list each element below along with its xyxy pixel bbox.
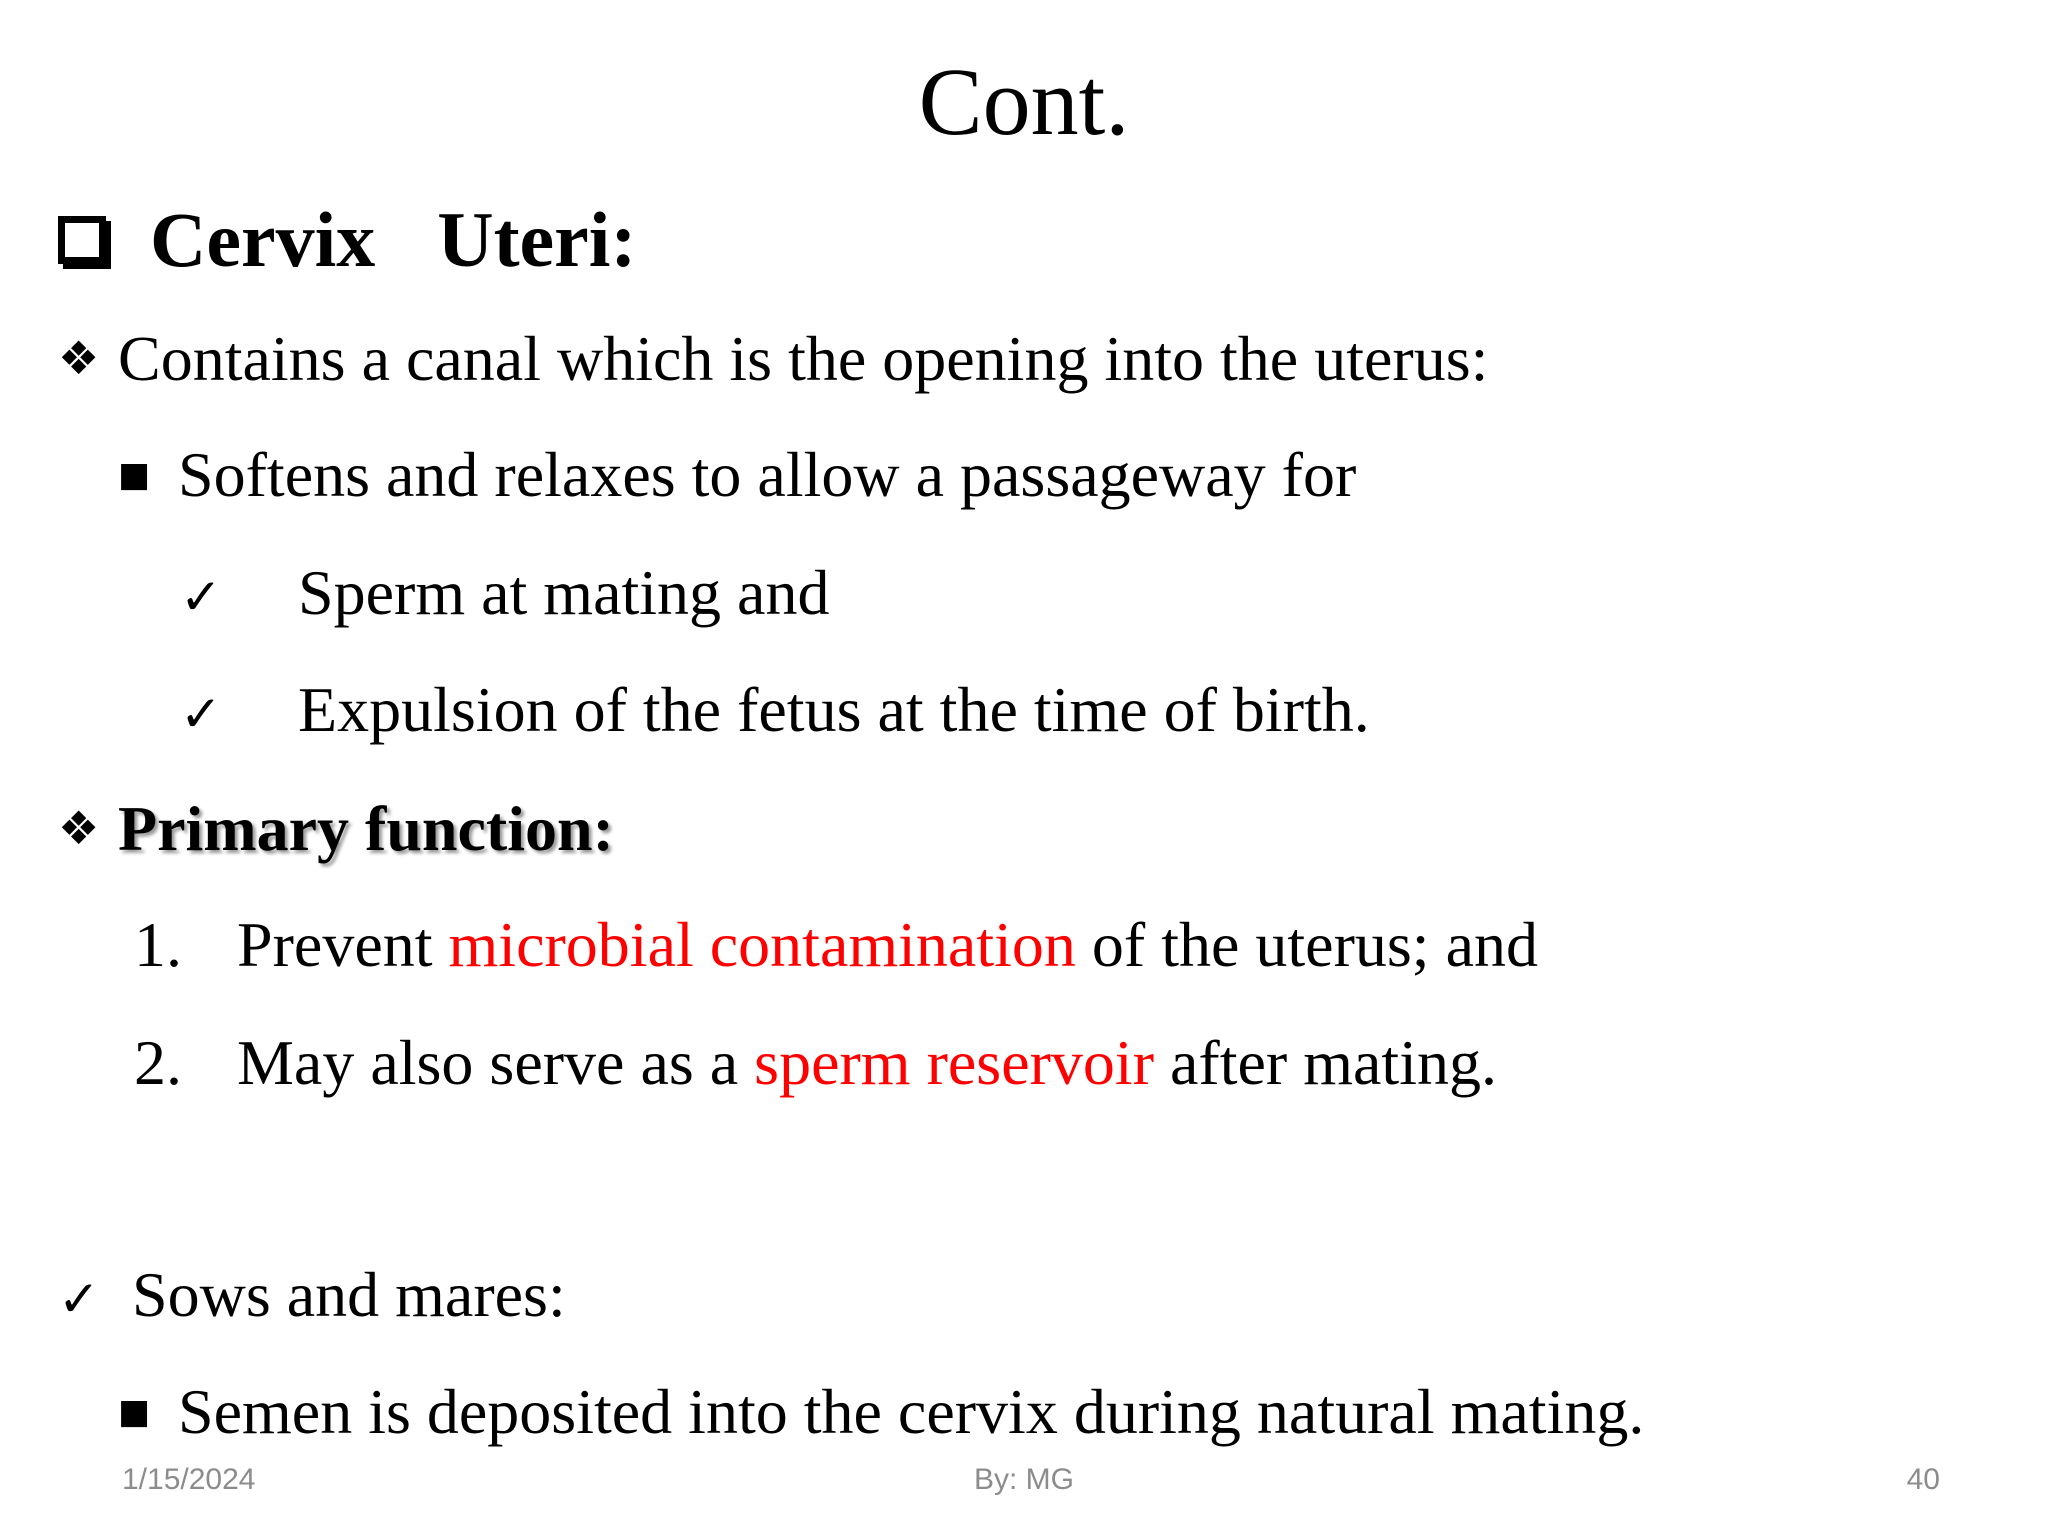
- list-text-post: after mating.: [1154, 1027, 1497, 1098]
- highlight-text: microbial contamination: [448, 909, 1076, 980]
- checkmark-icon: ✓: [180, 568, 222, 626]
- sub-bullet-semen: [118, 1372, 1644, 1452]
- sub-bullet-softens-text: Softens and relaxes to allow a passageway for: [178, 439, 1357, 510]
- slide-title: Cont.: [918, 48, 1130, 155]
- footer-page-number: 40: [1906, 1463, 1940, 1496]
- check-item-sows-text: Sows and mares:: [132, 1259, 566, 1330]
- four-diamond-icon: ❖: [58, 331, 100, 385]
- bullet-canal-text: Contains a canal which is the opening into the uterus:: [118, 323, 1489, 394]
- list-item: [134, 905, 1538, 985]
- sub-bullet-semen-text: Semen is deposited into the cervix during natural mating.: [178, 1376, 1645, 1447]
- footer-author: By: MG: [974, 1463, 1075, 1496]
- checkmark-icon: ✓: [180, 685, 222, 743]
- bullet-primary-function: [58, 788, 614, 869]
- check-item-sperm: [180, 553, 829, 637]
- list-number: 2.: [134, 1027, 182, 1098]
- section-heading: [58, 192, 636, 288]
- list-text-post: of the uterus; and: [1075, 909, 1538, 980]
- square-bullet-icon: ■: [118, 455, 151, 495]
- primary-function-label: Primary function:: [118, 793, 614, 864]
- heading-word-cervix: Cervix: [150, 196, 376, 283]
- four-diamond-icon: ❖: [58, 801, 100, 855]
- checkmark-icon: ✓: [58, 1270, 100, 1328]
- list-number: 1.: [134, 909, 182, 980]
- checkbox-square-icon: [58, 216, 106, 264]
- check-item-expulsion-text: Expulsion of the fetus at the time of birth.: [298, 674, 1370, 745]
- check-item-expulsion: [180, 670, 1370, 754]
- bullet-canal: [58, 318, 1488, 399]
- square-bullet-icon: ■: [118, 1392, 151, 1432]
- footer-date: 1/15/2024: [122, 1463, 256, 1496]
- check-item-sows: [58, 1255, 566, 1339]
- list-item: [134, 1023, 1497, 1103]
- check-item-sperm-text: Sperm at mating and: [298, 557, 830, 628]
- heading-word-uteri: Uteri:: [437, 196, 637, 283]
- list-text-pre: May also serve as a: [237, 1027, 755, 1098]
- highlight-text: sperm reservoir: [754, 1027, 1154, 1098]
- list-text-pre: Prevent: [237, 909, 449, 980]
- sub-bullet-softens: [118, 435, 1356, 515]
